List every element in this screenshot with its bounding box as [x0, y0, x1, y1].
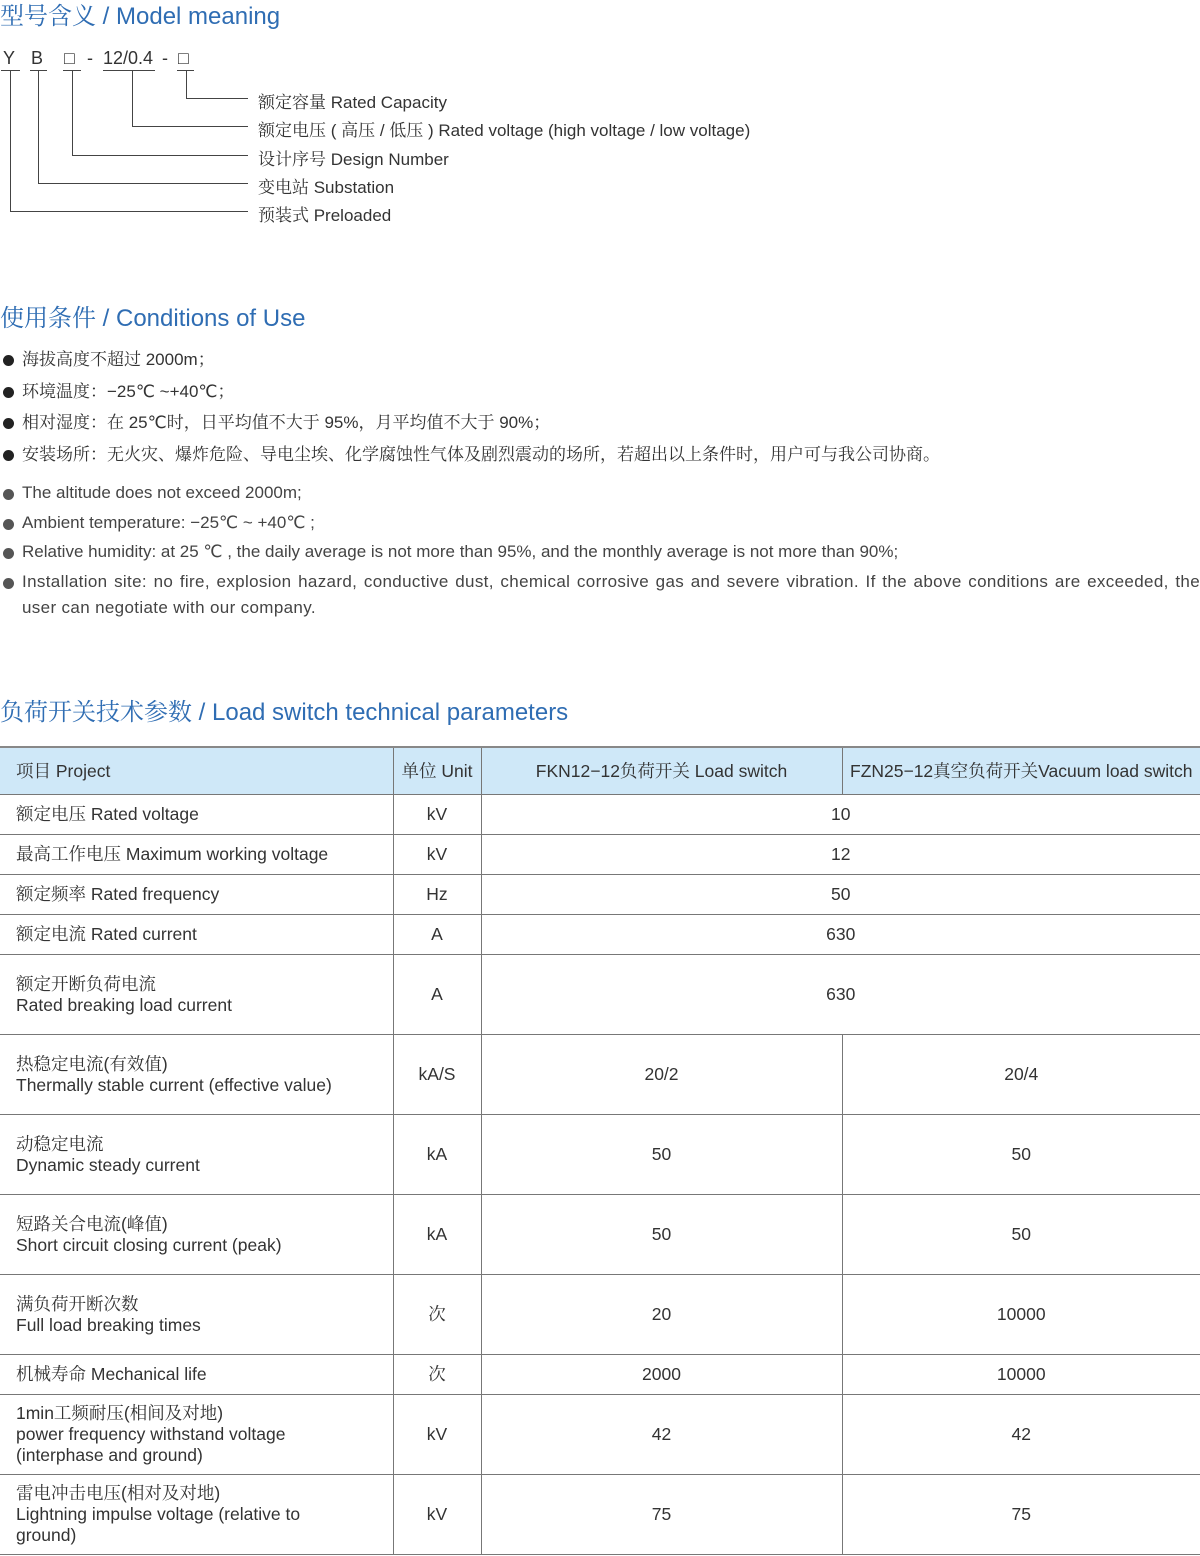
fkn12-value-cell: 75: [481, 1475, 842, 1555]
unit-cell: kV: [393, 835, 481, 875]
project-cell: 雷电冲击电压(相对及对地) Lightning impulse voltage (relative to ground): [0, 1475, 393, 1555]
list-item: 环境温度：−25℃ ~+40℃；: [0, 376, 940, 408]
table-row: [0, 875, 1200, 915]
project-cell: 额定开断负荷电流 Rated breaking load current: [0, 955, 393, 1035]
unit-cell: kV: [393, 1475, 481, 1555]
unit-cell: A: [393, 955, 481, 1035]
fkn12-value-cell: 50: [481, 1195, 842, 1275]
unit-cell: kA: [393, 1115, 481, 1195]
list-item: Ambient temperature: −25℃ ~ +40℃ ;: [0, 508, 1200, 538]
unit-cell: 次: [393, 1355, 481, 1395]
fzn25-value-cell: 50: [842, 1115, 1200, 1195]
label-rated-capacity: 额定容量 Rated Capacity: [258, 93, 447, 112]
header-project: 项目 Project: [0, 747, 393, 795]
table-header: [0, 747, 1200, 795]
fzn25-value-cell: 10000: [842, 1355, 1200, 1395]
fkn12-value-cell: 20: [481, 1275, 842, 1355]
header-fkn12: FKN12−12负荷开关 Load switch: [481, 747, 842, 795]
project-cell: 短路关合电流(峰值) Short circuit closing current (peak): [0, 1195, 393, 1275]
conditions-en-list: [0, 478, 1200, 621]
unit-cell: Hz: [393, 875, 481, 915]
table-row: [0, 1035, 1200, 1115]
fkn12-value-cell: 20/2: [481, 1035, 842, 1115]
fzn25-value-cell: 75: [842, 1475, 1200, 1555]
header-fzn25: FZN25−12真空负荷开关Vacuum load switch: [842, 747, 1200, 795]
list-item: 安装场所：无火灾、爆炸危险、导电尘埃、化学腐蚀性气体及剧烈震动的场所，若超出以上条件时，用户可与我公司协商。: [0, 439, 940, 471]
value-cell: 12: [481, 835, 1200, 875]
table-row: [0, 915, 1200, 955]
unit-cell: 次: [393, 1275, 481, 1355]
list-item: 海拔高度不超过 2000m；: [0, 344, 940, 376]
list-item: 相对湿度：在 25℃时，日平均值不大于 95%，月平均值不大于 90%；: [0, 407, 940, 439]
value-cell: 630: [481, 955, 1200, 1035]
label-substation: 变电站 Substation: [258, 178, 395, 197]
project-cell: 满负荷开断次数 Full load breaking times: [0, 1275, 393, 1355]
fkn12-value-cell: 42: [481, 1395, 842, 1475]
fzn25-value-cell: 10000: [842, 1275, 1200, 1355]
value-cell: 630: [481, 915, 1200, 955]
code-y: Y: [3, 48, 16, 68]
unit-cell: A: [393, 915, 481, 955]
fzn25-value-cell: 20/4: [842, 1035, 1200, 1115]
table-row: [0, 955, 1200, 1035]
params-table: [0, 746, 1200, 1555]
fkn12-value-cell: 50: [481, 1115, 842, 1195]
table-row: [0, 1195, 1200, 1275]
unit-cell: kA: [393, 1195, 481, 1275]
project-cell: 机械寿命 Mechanical life: [0, 1355, 393, 1395]
table-row: [0, 1275, 1200, 1355]
table-row: [0, 835, 1200, 875]
model-meaning-title: 型号含义 / Model meaning: [0, 3, 281, 30]
list-item: Relative humidity: at 25 ℃ , the daily average is not more than 95%, and the monthly average is not more than 90%;: [0, 537, 1200, 567]
project-cell: 额定频率 Rated frequency: [0, 875, 393, 915]
label-rated-voltage: 额定电压 ( 高压 / 低压 ) Rated voltage (high voltage / low voltage): [258, 121, 751, 140]
value-cell: 10: [481, 795, 1200, 835]
table-row: [0, 1395, 1200, 1475]
code-b: B: [31, 48, 44, 68]
code-dash: -: [87, 48, 93, 68]
table-row: [0, 795, 1200, 835]
table-row: [0, 1115, 1200, 1195]
params-title: 负荷开关技术参数 / Load switch technical parameters: [0, 699, 569, 726]
unit-cell: kA/S: [393, 1035, 481, 1115]
label-design-number: 设计序号 Design Number: [258, 150, 449, 169]
value-cell: 50: [481, 875, 1200, 915]
list-item: Installation site: no fire, explosion hazard, conductive dust, chemical corrosive gas and severe vibration. If the above conditions are exceeded, the user can negotiate with our company.: [0, 567, 1200, 621]
list-item: The altitude does not exceed 2000m;: [0, 478, 1200, 508]
conditions-title: 使用条件 / Conditions of Use: [0, 305, 306, 332]
code-dash: -: [162, 48, 168, 68]
project-cell: 动稳定电流 Dynamic steady current: [0, 1115, 393, 1195]
header-unit: 单位 Unit: [393, 747, 481, 795]
project-cell: 额定电流 Rated current: [0, 915, 393, 955]
project-cell: 1min工频耐压(相间及对地) power frequency withstand voltage (interphase and ground): [0, 1395, 393, 1475]
conditions-zh-list: [0, 344, 940, 470]
table-row: [0, 1355, 1200, 1395]
project-cell: 额定电压 Rated voltage: [0, 795, 393, 835]
unit-cell: kV: [393, 1395, 481, 1475]
project-cell: 最高工作电压 Maximum working voltage: [0, 835, 393, 875]
code-box: □: [178, 48, 189, 68]
label-preloaded: 预装式 Preloaded: [258, 206, 392, 225]
fkn12-value-cell: 2000: [481, 1355, 842, 1395]
table-row: [0, 1475, 1200, 1555]
code-voltage: 12/0.4: [103, 48, 154, 68]
code-box: □: [64, 48, 75, 68]
project-cell: 热稳定电流(有效值) Thermally stable current (effective value): [0, 1035, 393, 1115]
fzn25-value-cell: 50: [842, 1195, 1200, 1275]
unit-cell: kV: [393, 795, 481, 835]
fzn25-value-cell: 42: [842, 1395, 1200, 1475]
